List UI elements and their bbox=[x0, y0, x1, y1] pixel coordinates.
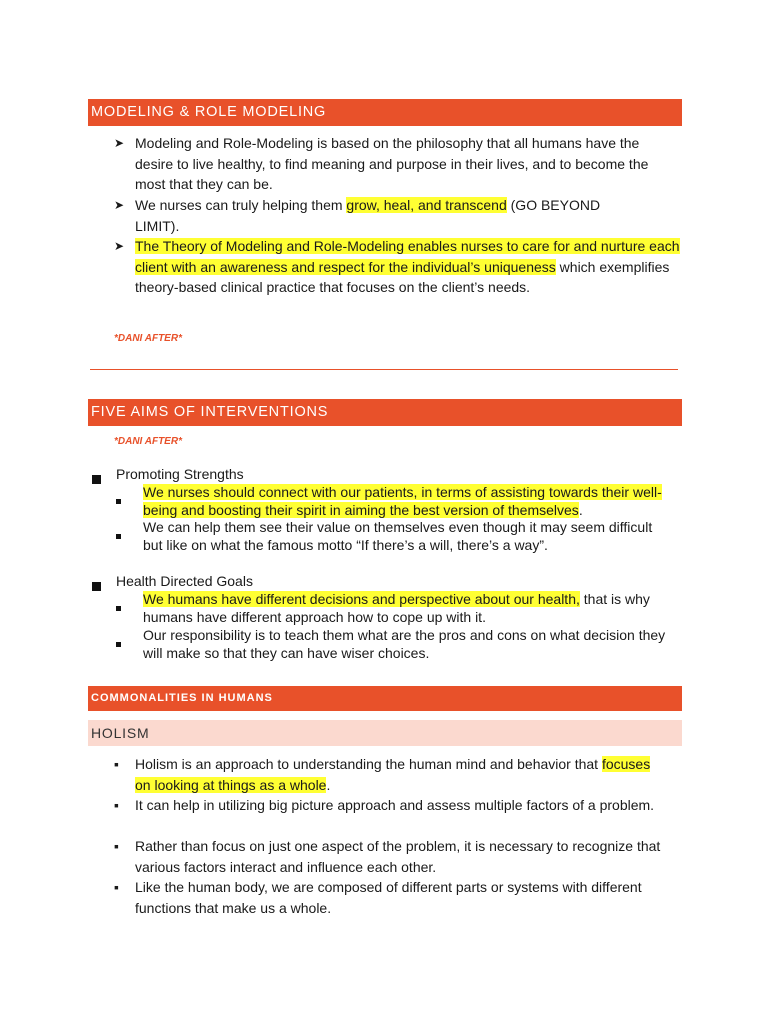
list-item-text: We nurses can truly helping them grow, heal, and transcend (GO BEYOND LIMIT). bbox=[135, 197, 601, 234]
highlighted-text: We nurses should connect with our patients, in terms of assisting towards their well-being and boosting their spirit in aiming the best version of themselves bbox=[143, 484, 662, 518]
list-item-text: Our responsibility is to teach them what are the pros and cons on what decision they will make so that they can have wiser choices. bbox=[143, 627, 666, 661]
section-heading-modeling bbox=[88, 99, 682, 126]
highlighted-text: The Theory of Modeling and Role-Modeling enables nurses to care for and nurture each client with an awareness and respect for the individual’s uniqueness bbox=[135, 238, 680, 275]
square-bullet-icon: ▪ bbox=[114, 879, 119, 895]
author-note: *DANI AFTER* bbox=[114, 333, 182, 344]
list-item-text: Holism is an approach to understanding the human mind and behavior that focuses on looking at things as a whole. bbox=[135, 756, 651, 793]
highlighted-text: grow, heal, and transcend bbox=[346, 197, 507, 213]
small-square-bullet-icon bbox=[116, 490, 121, 508]
highlighted-text: focuses on looking at things as a whole bbox=[135, 756, 651, 793]
section-heading-five-aims bbox=[88, 399, 682, 426]
list-item-text: We nurses should connect with our patients, in terms of assisting towards their well-being and boosting their spirit in aiming the best version of themselves. bbox=[143, 484, 662, 518]
subsection-heading-text: HOLISM bbox=[91, 725, 150, 741]
square-bullet-icon bbox=[92, 576, 101, 597]
highlighted-text: We humans have different decisions and perspective about our health, bbox=[143, 591, 580, 607]
section-heading-text: FIVE AIMS OF INTERVENTIONS bbox=[91, 404, 329, 420]
small-square-bullet-icon bbox=[116, 597, 121, 615]
section-heading-text: COMMONALITIES IN HUMANS bbox=[91, 692, 273, 704]
section-divider bbox=[90, 369, 678, 370]
small-square-bullet-icon bbox=[116, 633, 121, 651]
list-item-text: We can help them see their value on themselves even though it may seem difficult but like on what the famous motto “If there’s a will, there’s a way”. bbox=[143, 519, 653, 553]
list-item-text: The Theory of Modeling and Role-Modeling enables nurses to care for and nurture each client with an awareness and respect for the individual’s uniqueness which exemplifies theory-based clinical practice that focuses on the client’s needs. bbox=[135, 238, 680, 295]
square-bullet-icon: ▪ bbox=[114, 756, 119, 772]
square-bullet-icon bbox=[92, 469, 101, 490]
list-item-text: Modeling and Role-Modeling is based on the philosophy that all humans have the desire to live healthy, to find meaning and purpose in their lives, and to become the most that they can be. bbox=[135, 135, 649, 192]
small-square-bullet-icon bbox=[116, 525, 121, 543]
arrow-bullet-icon: ➤ bbox=[114, 239, 125, 253]
list-item-text: Like the human body, we are composed of different parts or systems with different functions that make us a whole. bbox=[135, 879, 642, 916]
section-heading-commonalities bbox=[88, 686, 682, 711]
list-item-text: It can help in utilizing big picture approach and assess multiple factors of a problem. bbox=[135, 797, 655, 813]
list-item-text: Rather than focus on just one aspect of the problem, it is necessary to recognize that various factors interact and influence each other. bbox=[135, 838, 661, 875]
arrow-bullet-icon: ➤ bbox=[114, 136, 125, 150]
square-bullet-icon: ▪ bbox=[114, 797, 119, 813]
arrow-bullet-icon: ➤ bbox=[114, 198, 125, 212]
list-item-text: We humans have different decisions and perspective about our health, that is why humans have different approach how to cope up with it. bbox=[143, 591, 650, 625]
subsection-heading-holism bbox=[88, 720, 682, 746]
group-label: Health Directed Goals bbox=[116, 573, 253, 589]
author-note: *DANI AFTER* bbox=[114, 436, 182, 447]
square-bullet-icon: ▪ bbox=[114, 838, 119, 854]
group-label: Promoting Strengths bbox=[116, 466, 244, 482]
section-heading-text: MODELING & ROLE MODELING bbox=[91, 104, 327, 120]
